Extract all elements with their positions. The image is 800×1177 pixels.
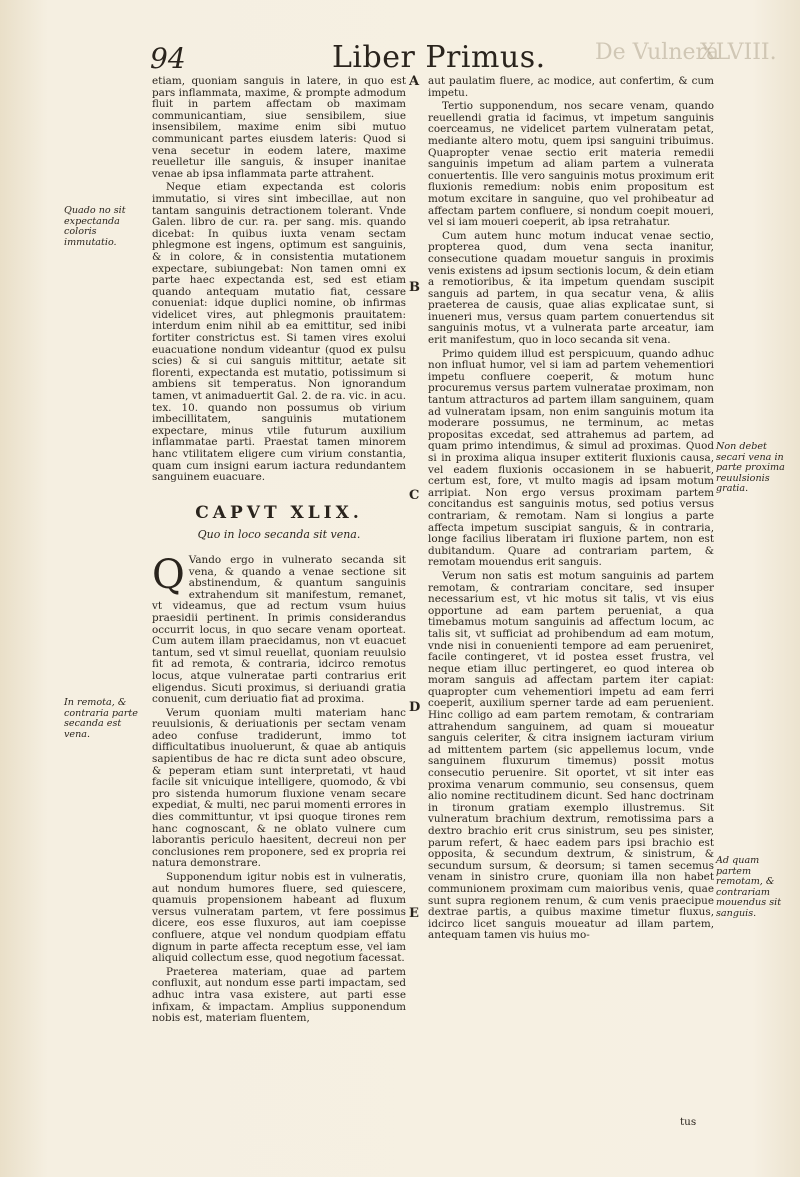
section-marker-d: D [409, 700, 421, 715]
running-title: Liber Primus. [332, 40, 546, 75]
section-marker-e: E [409, 906, 419, 921]
margin-note-left-2: In remota, & contraria parte secanda est vena. [64, 697, 138, 740]
right-paragraph-3: Cum autem hunc motum inducat venae sectio, propterea quod, dum vena secta inanitur, consecutione quadam mouetur sanguis in proximis venis existens ad ipsum sectionis locum, & dein etiam a remotioribus, & ita impetum quendam suscipit sanguis ad partem, in qua secatur vena, & aliis praeterea de causis, quae alias explicatae sunt, si inueneri mus, versus quam partem conuertendus sit sanguinis motus, vt a vulnerata parte arceatur, iam erit manifestum, quo in loco secanda sit vena. [428, 229, 714, 347]
margin-note-right-1: Non debet secari vena in parte proxima reuulsionis gratia. [716, 441, 785, 495]
left-paragraph-1: etiam, quoniam sanguis in latere, in quo est pars inflammata, maxime, & prompte admodum fluit in partem affectam ob maximam communicantiam, siue sensibilem, siue insensibilem, maxime enim sibi mutuo communicant partes eiusdem lateris: Quod si vena secetur in eodem latere, maxime reuelletur ille sanguis, & insuper inanitae venae ab ipsa inflammata parte attrahent. [152, 75, 406, 180]
right-paragraph-4: Primo quidem illud est perspicuum, quando adhuc non influat humor, vel si iam ad partem vehementiori impetu confluere coeperit, & motum hunc procuremus versus partem vulneratae proximam, non tantum attracturos ad partem illam sanguinem, quam ad vulneratam ipsam, non enim sanguinis motum ita moderare possumus, ne terminum, ac metas propositas excedat, sed attrahemus ad partem, ad quam primo intendimus, & simul ad proximas. Quod si in proxima aliqua insuper extiterit fluxionis causa, vel eadem fluxionis occasionem in se habuerit, certum est, fore, vt multo magis ad ipsam motum arripiat. Non ergo versus proximam partem concitandus est sanguinis motus, sed potius versus contrariam, & remotam. Nam si longius a parte affecta impetum suscipiat sanguis, & in contraria, longe facilius liberatam iri fluxione partem, non est dubitandum. Quare ad contrariam partem, & remotam mouendus erit sanguis. [428, 347, 714, 569]
right-paragraph-5: Verum non satis est motum sanguinis ad partem remotam, & contrariam concitare, sed insuper necessarium est, vt hic motus sit talis, vt vis eius opportune ad eam partem perueniat, a qua timebamus motum sanguinis ad affectum locum, ac talis sit, vt sufficiat ad prohibendum ad eam motum, vnde nisi in conuenienti tempore ad eam perueniret, facile contingeret, vt id postea esset frustra, vel neque etiam illuc pertingeret, eo quod interea ob moram sanguis ad affectam partem iter capiat: quapropter cum vehementiori impetu ad eam ferri coeperit, auxilium sperner tarde ad eam peruenient. Hinc colligo ad eam partem remotam, & contrariam attrahendum sanguinem, ad quam si moueatur sanguis celeriter, & citra insignem iacturam virium ad mittentem partem (sic appellemus locum, vnde sanguinem fluxurum timemus) possit motus consecutio peruenire. Sit oportet, vt sit inter eas proxima venarum communio, seu consensus, quem alio nomine rectitudinem dicunt. Sed hanc doctrinam in tironum gratiam exemplo illustremus. Sit vulneratum brachium dextrum, remotissima pars a dextro brachio erit crus sinistrum, seu pes sinister, parum refert, & haec eadem pars ipsi brachio est opposita, & secundum dextrum, & sinistrum, & secundum sursum, & deorsum; si tamen secemus venam in sinistro crure, quoniam illa non habet communionem proximam cum maioribus venis, quae sunt supra regionem renum, & cum venis praecipue dextrae partis, a quibus maxime timetur fluxus, idcirco licet sanguis moueatur ad illam partem, antequam tamen vis huius mo- [428, 569, 714, 942]
left-paragraph-4: Verum quoniam multi materiam hanc reuulsionis, & deriuationis per sectam venam adeo confuse tradiderunt, immo tot difficultatibus inuoluerunt, & quae ab antiquis sapientibus de hac re dicta sunt adeo obscure, & peperam etiam sunt interpretati, vt haud facile sit vnicuique intelligere, quomodo, & vbi pro sistenda humorum fluxione venam secare expediat, & multi, nec parui momenti errores in dies committuntur, vt ipsi quoque tirones rem hanc cognoscant, & ne oblato vulnere cum laborantis periculo haesitent, decreui non per conclusiones rem proponere, sed ex propria rei natura demonstrare. [152, 706, 406, 870]
left-paragraph-6: Praeterea materiam, quae ad partem confluxit, aut nondum esse parti impactam, sed adhuc intra vasa existere, aut parti esse infixam, & impactam. Amplius supponendum nobis est, materiam fluentem, [152, 965, 406, 1025]
margin-note-left-1: Quado no sit expectanda coloris immutatio. [64, 205, 126, 248]
drop-cap: Q [152, 551, 185, 598]
bleed-through-text: De Vulnera [595, 40, 720, 65]
page-number: 94 [150, 42, 186, 75]
left-text-column [152, 76, 406, 1027]
margin-note-right-2: Ad quam partem remotam, & contrariam mouendus sit sanguis. [716, 855, 782, 919]
left-paragraph-3 [152, 551, 406, 706]
bleed-through-text-2: XLVIII. [700, 40, 777, 65]
chapter-heading: CAPVT XLIX. [195, 502, 363, 523]
right-text-column [428, 76, 714, 944]
chapter-subtitle: Quo in loco secanda sit vena. [197, 528, 361, 542]
catchword: tus [680, 1116, 697, 1128]
section-marker-a: A [409, 74, 420, 89]
page-header [0, 36, 800, 76]
right-paragraph-1: aut paulatim fluere, ac modice, aut confertim, & cum impetu. [428, 75, 714, 99]
left-paragraph-2: Neque etiam expectanda est coloris immutatio, si vires sint imbecillae, aut non tantam sanguinis detractionem tolerant. Vnde Galen. libro de cur. ra. per sang. mis. quando dicebat: In quibus iuxta venam sectam phlegmone est ingens, optimum est sanguinis, & in colore, & in consistentia mutationem expectare, subiungebat: Non tamen omni ex parte haec expectanda est, sed est etiam quando antequam mutatio fiat, cessare conueniat: idque duplici nomine, ob infirmas videlicet vires, aut phlegmonis prauitatem: interdum enim nihil ab ea emittitur, sed inibi fortiter constrictus est. Si tamen vires exolui euacuatione nondum videantur (quod ex pulsu scies) & si cui sanguis mittitur, aetate sit florenti, expectanda est mutatio, potissimum si ambiens sit temperatus. Non ignorandum tamen, vt animaduertit Gal. 2. de ra. vic. in acu. tex. 10. quando non possumus ob virium imbecillitatem, sanguinis mutationem expectare, minus vtile futurum auxilium inflammatae parti. Praestat tamen minorem hanc vtilitatem eligere cum virium constantia, quam cum insigni earum iactura redundantem sanguinem euacuare. [152, 181, 406, 484]
left-paragraph-5: Supponendum igitur nobis est in vulneratis, aut nondum humores fluere, sed quiescere, quamuis propensionem habeant ad fluxum versus vulneratam partem, vt fere possimus dicere, eos esse fluxuros, aut iam coepisse confluere, atque vel nondum quodpiam effatu dignum in parte affecta receptum esse, vel iam aliquid collectum esse, quod negotium facessat. [152, 871, 406, 965]
right-paragraph-2: Tertio supponendum, nos secare venam, quando reuellendi gratia id facimus, vt impetum sanguinis coerceamus, ne videlicet partem vulneratam petat, mediante altero motu, quem ipsi sanguini tribuimus. Quapropter venae sectio erit materia remedii sanguinis impetum ad aliam partem a vulnerata conuertentis. Ille vero sanguinis motus proximum erit fluxionis remedium: nobis enim propositum est motum excitare in sanguine, quo vel prohibeatur ad affectam partem confluere, si nondum coepit moueri, vel si iam moueri coeperit, ab ipsa retrahatur. [428, 100, 714, 229]
section-marker-b: B [409, 280, 420, 295]
left-paragraph-3-text: Vando ergo in vulnerato secanda sit vena, & quando a venae sectione sit abstinendum, & quantum sanguinis extrahendum sit manifestum, remanet, vt videamus, que ad rectum vsum huius praesidii pertinent. In primis considerandus occurrit locus, in quo secare venam oporteat. Cum autem illam praecidamus, non vt euacuet tantum, sed vt simul reuellat, quoniam reuulsio fit ad remota, & contraria, idcirco remotus locus, atque vulneratae parti contrarius erit eligendus. Sicuti proximus, si deriuandi gratia conuenit, cum deriuatio fiat ad proxima. [152, 553, 406, 706]
section-marker-c: C [409, 488, 420, 503]
